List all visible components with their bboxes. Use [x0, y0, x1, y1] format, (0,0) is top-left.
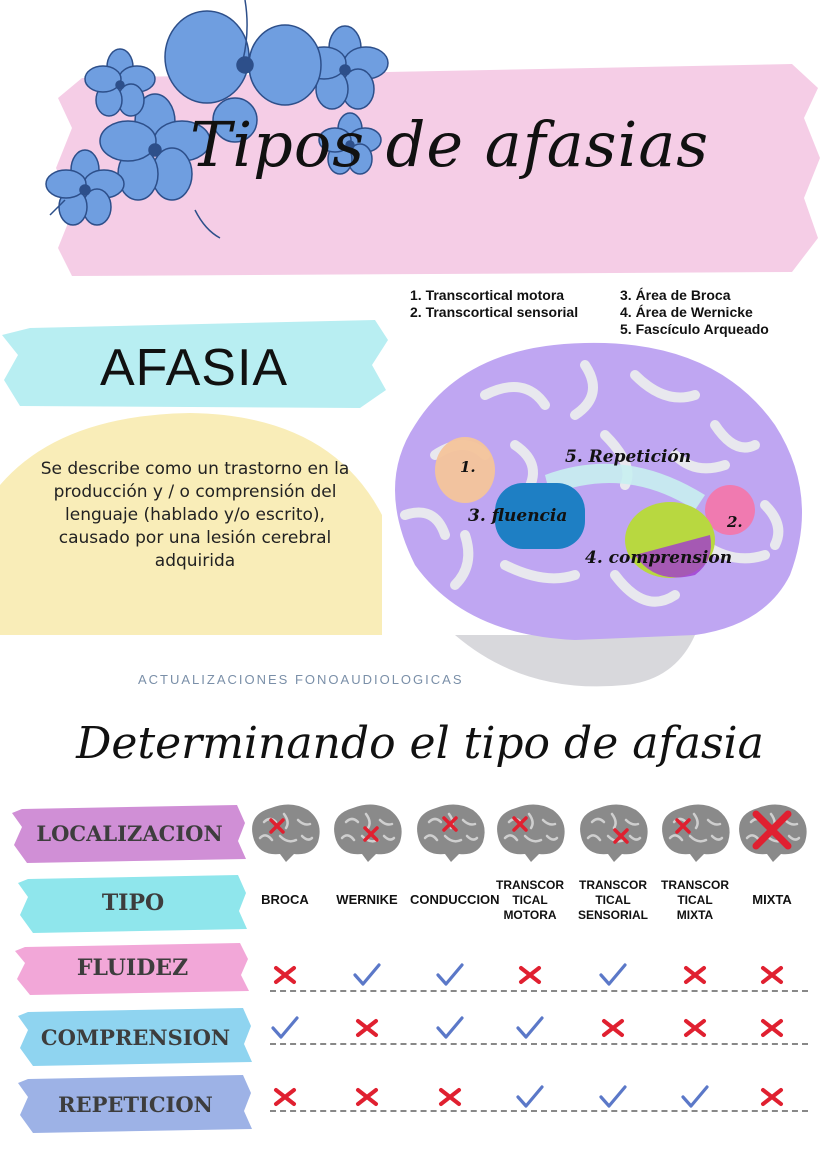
aphasia-type-line: TICAL	[512, 893, 548, 907]
aphasia-type-line: CONDUCCION	[410, 892, 500, 907]
cross-icon	[757, 1084, 787, 1110]
row-label: LOCALIZACION	[36, 821, 223, 846]
aphasia-type-label	[573, 878, 653, 923]
cross-icon	[680, 962, 710, 988]
cross-icon	[352, 1015, 382, 1041]
aphasia-type-line: WERNIKE	[336, 892, 398, 907]
check-icon	[270, 1015, 300, 1041]
afasia-heading: AFASIA	[100, 339, 289, 397]
legend-item: 5. Fascículo Arqueado	[620, 321, 769, 337]
cross-icon	[757, 962, 787, 988]
row-label: COMPRENSION	[40, 1025, 231, 1050]
aphasia-type-label	[245, 892, 325, 907]
brain-location-icon	[574, 800, 652, 864]
brain-label-5: 5. Repetición	[565, 447, 692, 467]
aphasia-type-line: BROCA	[261, 892, 309, 907]
aphasia-type-label	[732, 892, 812, 907]
check-icon	[598, 1084, 628, 1110]
row-label: TIPO	[101, 890, 165, 916]
check-icon	[352, 962, 382, 988]
aphasia-type-line: TRANSCOR	[496, 878, 564, 892]
aphasia-type-line: MIXTA	[676, 908, 714, 922]
aphasia-type-line: MOTORA	[503, 908, 557, 922]
brain-location-icon	[411, 800, 489, 864]
divider	[270, 990, 808, 992]
brain-location-icon	[491, 800, 569, 864]
cross-icon	[680, 1015, 710, 1041]
divider	[270, 1110, 808, 1112]
check-icon	[435, 962, 465, 988]
brain-label-2: 2.	[727, 513, 743, 531]
brain-location-icon	[246, 800, 324, 864]
cross-icon	[757, 1015, 787, 1041]
cross-icon	[598, 1015, 628, 1041]
aphasia-type-line: SENSORIAL	[577, 908, 648, 922]
check-icon	[680, 1084, 710, 1110]
aphasia-type-line: TICAL	[677, 893, 713, 907]
brain-location-icon	[328, 800, 406, 864]
legend-item: 1. Transcortical motora	[410, 287, 565, 303]
afasia-description: Se describe como un trastorno en la producción y / o comprensión del lenguaje (hablado y/o escrito), causado por una lesión cerebral adquirida	[40, 459, 350, 571]
section-title: Determinando el tipo de afasia	[76, 718, 764, 769]
aphasia-type-line: TRANSCOR	[661, 878, 729, 892]
legend-item: 4. Área de Wernicke	[620, 304, 753, 320]
check-icon	[435, 1015, 465, 1041]
cross-icon	[515, 962, 545, 988]
aphasia-type-label	[490, 878, 570, 923]
check-icon	[515, 1015, 545, 1041]
aphasia-type-line: TICAL	[595, 893, 631, 907]
aphasia-type-label	[327, 892, 407, 907]
legend-item: 2. Transcortical sensorial	[410, 304, 579, 320]
aphasia-type-label	[655, 878, 735, 923]
row-label: FLUIDEZ	[76, 955, 189, 981]
aphasia-type-line: MIXTA	[752, 892, 792, 907]
brain-label-1: 1.	[460, 458, 476, 476]
page-title: Tipos de afasias	[190, 108, 710, 181]
cross-icon	[435, 1084, 465, 1110]
row-label: REPETICION	[58, 1092, 213, 1117]
brain-label-3: 3. fluencia	[468, 506, 568, 526]
brain-location-icon	[656, 800, 734, 864]
brain-location-icon	[733, 800, 811, 864]
check-icon	[598, 962, 628, 988]
cross-icon	[352, 1084, 382, 1110]
credit-text: ACTUALIZACIONES FONOAUDIOLOGICAS	[138, 672, 464, 687]
cross-icon	[270, 1084, 300, 1110]
brain-label-4: 4. comprension	[585, 548, 733, 568]
aphasia-type-label	[410, 892, 500, 907]
aphasia-type-line: TRANSCOR	[579, 878, 647, 892]
legend-item: 3. Área de Broca	[620, 287, 731, 303]
cross-icon	[270, 962, 300, 988]
check-icon	[515, 1084, 545, 1110]
divider	[270, 1043, 808, 1045]
